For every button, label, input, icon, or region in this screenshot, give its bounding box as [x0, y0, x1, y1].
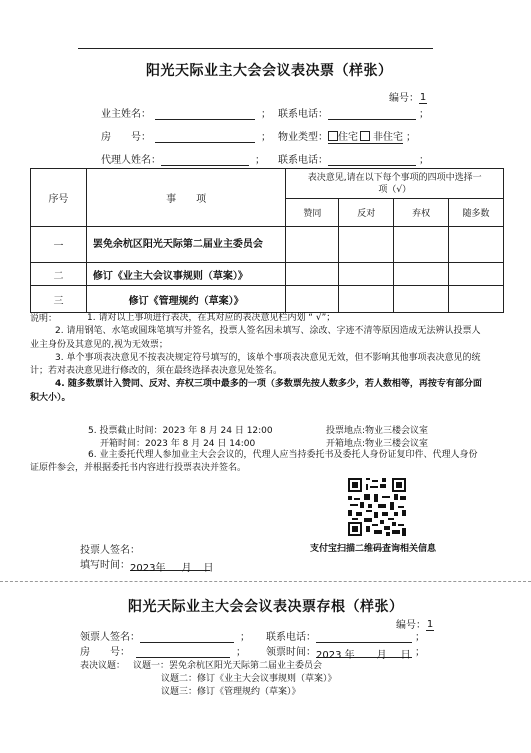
proxy-name-row: 代理人姓名： ； — [101, 155, 265, 166]
proxy-phone-label: 联系电话： — [278, 155, 328, 166]
vote-cell-oppose[interactable] — [339, 286, 394, 313]
stub-room-row: 房 号： ； — [80, 647, 246, 658]
vote-cell-approve[interactable] — [286, 263, 339, 286]
topic-1: 议题一：罢免余杭区阳光天际第二届业主委员会 — [133, 661, 323, 671]
fill-time-label: 填写时间： — [80, 560, 130, 571]
topics-label: 表决议题： — [80, 661, 126, 671]
owner-phone-field[interactable] — [328, 108, 416, 120]
collector-label: 领票人签名： — [80, 632, 140, 643]
row-seq: 三 — [31, 286, 87, 313]
topic-3: 议题三：修订《管理规约（草案）》 — [161, 687, 301, 697]
collect-date-field[interactable]: 2023 年 月 日 — [316, 646, 412, 658]
collect-time-label: 领票时间： — [266, 647, 316, 658]
vote-cell-majority[interactable] — [449, 286, 504, 313]
property-type-row: 物业类型： 住宅 非住宅 ； — [278, 132, 416, 143]
proxy-phone-row: 联系电话： ； — [278, 155, 429, 166]
note-5-location: 投票地点:物业三楼会议室 — [326, 426, 429, 436]
note-5-open-location: 开箱地点:物业三楼会议室 — [326, 439, 429, 449]
vote-cell-oppose[interactable] — [339, 227, 394, 263]
collector-field[interactable] — [140, 631, 234, 643]
option-oppose: 反对 — [339, 199, 394, 227]
table-row — [31, 286, 504, 313]
stub-room-field[interactable] — [136, 646, 230, 658]
fill-time-row — [80, 556, 214, 574]
option-approve: 赞同 — [286, 199, 339, 227]
vote-cell-abstain[interactable] — [394, 286, 449, 313]
row-seq: 二 — [31, 263, 87, 286]
table-row — [31, 227, 504, 263]
cut-line — [0, 581, 531, 582]
collector-row: 领票人签名： ； — [80, 632, 250, 643]
note-2: 2. 请用钢笔、水笔或圆珠笔填写并签名，投票人签名因未填写、涂改、字迹不清等原因造成无法辨认投票人业主身份及其意见的,视为无效票； — [30, 326, 481, 350]
non-residential-label: 非住宅 — [373, 132, 403, 143]
table-row — [31, 263, 504, 286]
header-opinion: 表决意见,请在以下每个事项的四项中选择一项（√） — [286, 169, 504, 199]
ballot-number-value: 1 — [419, 92, 427, 103]
row-item: 罢免余杭区阳光天际第二届业主委员会 — [86, 227, 286, 263]
proxy-name-field[interactable] — [161, 154, 249, 166]
owner-name-row: 业主姓名： ； — [101, 109, 271, 120]
option-majority: 随多数 — [449, 199, 504, 227]
vote-cell-oppose[interactable] — [339, 263, 394, 286]
owner-phone-row: 联系电话： ； — [278, 109, 429, 120]
top-rule — [78, 48, 433, 49]
proxy-phone-field[interactable] — [328, 154, 416, 166]
note-4: 4. 随多数票计入赞同、反对、弃权三项中最多的一项（多数票先按人数多少，若人数相等，再按专有部分面积大小）。 — [30, 379, 482, 403]
vote-cell-approve[interactable] — [286, 286, 339, 313]
qr-code-icon[interactable] — [348, 478, 406, 536]
room-row: 房 号： ； — [101, 132, 271, 143]
residential-checkbox[interactable] — [328, 131, 338, 141]
ballot-title: 阳光天际业主大会会议表决票（样张） — [146, 63, 393, 79]
topic-2: 议题二：修订《业主大会议事规则（草案）》 — [161, 674, 337, 684]
stub-phone-field[interactable] — [316, 631, 412, 643]
voter-sign-label: 投票人签名： — [80, 545, 140, 556]
room-label: 房 号： — [101, 132, 151, 143]
owner-phone-label: 联系电话： — [278, 109, 328, 120]
owner-name-label: 业主姓名： — [101, 109, 151, 120]
note-5-open-time: 开箱时间：2023 年 8 月 24 日 14:00 — [100, 439, 256, 449]
stub-number: 编号：1 — [396, 619, 434, 631]
vote-table — [30, 168, 504, 313]
stub-phone-row: 联系电话： ； — [266, 632, 425, 643]
vote-cell-majority[interactable] — [449, 227, 504, 263]
note-1: 1. 请对以上事项进行表决，在其对应的表决意见栏内划 “ √”； — [87, 313, 336, 323]
row-item: 修订《业主大会议事规则（草案）》 — [86, 263, 286, 286]
non-residential-checkbox[interactable] — [360, 131, 370, 141]
header-item: 事 项 — [86, 169, 286, 227]
stub-number-value: 1 — [426, 619, 434, 630]
stub-phone-label: 联系电话： — [266, 632, 316, 643]
fill-date-field[interactable]: 2023年 月 日 — [130, 559, 210, 571]
note-5-deadline: 5. 投票截止时间：2023 年 8 月 24 日 12:00 — [88, 426, 273, 436]
vote-cell-majority[interactable] — [449, 263, 504, 286]
qr-caption: 支付宝扫描二维码查询相关信息 — [310, 544, 437, 554]
header-seq: 序号 — [31, 169, 87, 227]
option-abstain: 弃权 — [394, 199, 449, 227]
room-field[interactable] — [155, 131, 255, 143]
collect-time-row: 领票时间：2023 年 月 日 ； — [266, 647, 425, 661]
residential-label: 住宅 — [338, 132, 358, 143]
row-seq: 一 — [31, 227, 87, 263]
vote-cell-abstain[interactable] — [394, 227, 449, 263]
notes-heading: 说明： — [30, 314, 58, 324]
vote-cell-abstain[interactable] — [394, 263, 449, 286]
stub-title: 阳光天际业主大会会议表决票存根（样张） — [128, 599, 404, 615]
row-item: 修订《管理规约（草案）》 — [86, 286, 286, 313]
property-type-label: 物业类型： — [278, 132, 328, 143]
vote-cell-approve[interactable] — [286, 227, 339, 263]
ballot-number: 编号：1 — [389, 92, 427, 104]
note-6: 6. 业主委托代理人参加业主大会会议的，代理人应当持委托书及委托人身份证复印件、代理人身份证原件参会，并根据委托书内容进行投票表决并签名。 — [30, 450, 478, 474]
owner-name-field[interactable] — [155, 108, 255, 120]
proxy-name-label: 代理人姓名： — [101, 155, 161, 166]
stub-room-label: 房 号： — [80, 647, 130, 658]
note-3: 3. 单个事项表决意见不按表决规定符号填写的，该单个事项表决意见无效，但不影响其他事项表决意见的统计；若对表决意见进行修改的，须在最终选择表决意见处签名。 — [30, 352, 481, 377]
